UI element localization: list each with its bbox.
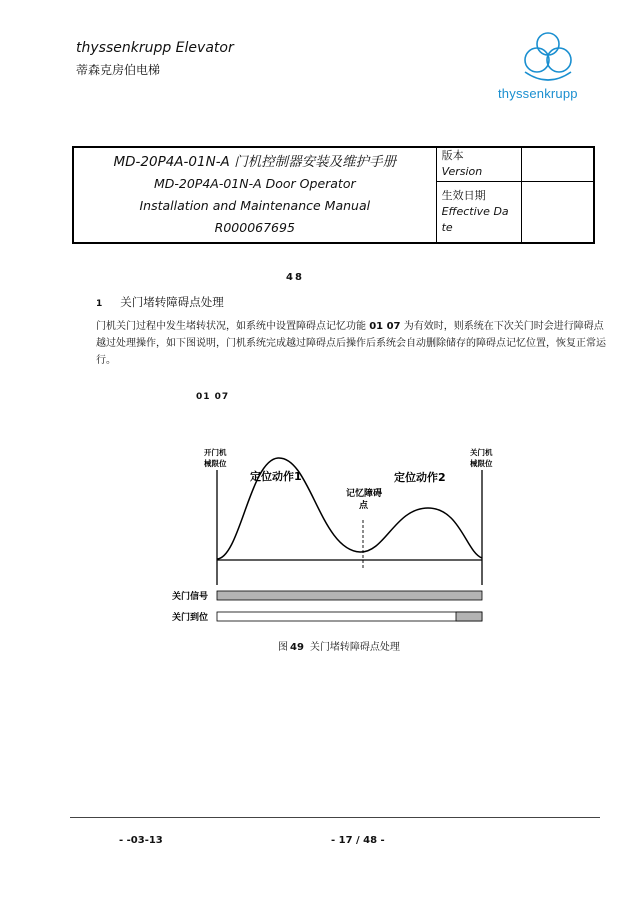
effective-date-value [522, 181, 594, 243]
version-label [436, 147, 522, 181]
action1-label: 定位动作1 [250, 470, 302, 483]
company-name-en: thyssenkrupp Elevator [76, 40, 234, 56]
footer-rule [70, 817, 600, 818]
left-limit-label-1: 开门机 [204, 448, 227, 457]
version-label-cn: 版本 [441, 149, 464, 163]
heading-text: 关门堵转障碍点处理 [120, 295, 224, 309]
effective-date-label [436, 181, 522, 243]
close-signal-bar [217, 591, 482, 600]
document-title-en-2: Installation and Maintenance Manual [139, 198, 371, 213]
param-code-label: 01 07 [196, 392, 230, 402]
effective-date-label-en-1: Effective Da [441, 204, 509, 218]
document-title-en-1: MD-20P4A-01N-A Door Operator [153, 176, 356, 191]
close-arrived-label: 关门到位 [172, 613, 209, 623]
document-header-table [72, 146, 595, 244]
document-code: R000067695 [214, 220, 295, 235]
body-paragraph [96, 318, 606, 369]
paragraph-param-code: 01 07 [369, 321, 401, 332]
right-limit-label-2: 械限位 [470, 459, 493, 468]
section-number: 48 [286, 272, 304, 283]
figure-caption [278, 638, 400, 653]
paragraph-text-2: 为有效时，则系统在下次关门时会进行障碍点越过处理操作，如下图说明，门机系统完成越过障碍点后操作后系统会自动删除储存的障碍点记忆位置，恢复正常运行。 [96, 321, 606, 366]
version-value [522, 147, 594, 181]
brand-wordmark: thyssenkrupp [498, 86, 578, 101]
paragraph-text-1: 门机关门过程中发生堵转状况，如系统中设置障碍点记忆功能 [96, 321, 370, 332]
close-arrived-active [456, 612, 482, 621]
version-label-en: Version [441, 165, 483, 179]
obstacle-handling-diagram [170, 440, 500, 630]
heading-number: 1 [96, 299, 103, 309]
right-limit-label-1: 关门机 [470, 448, 493, 457]
memory-point-label-2: 点 [359, 501, 369, 511]
effective-date-label-cn: 生效日期 [441, 188, 486, 202]
footer-date: - -03-13 [119, 835, 163, 846]
caption-fig-label: 图 [278, 642, 288, 653]
close-arrived-bar [217, 612, 482, 621]
section-heading [96, 294, 224, 310]
effective-date-label-en-2: te [441, 220, 453, 234]
document-title-cn: MD-20P4A-01N-A 门机控制器安装及维护手册 [113, 154, 397, 170]
caption-text: 关门堵转障碍点处理 [309, 642, 400, 653]
company-name-cn: 蒂森克房伯电梯 [76, 63, 161, 77]
close-signal-label: 关门信号 [172, 592, 209, 602]
action2-label: 定位动作2 [394, 471, 446, 484]
document-title-block [73, 147, 436, 243]
thyssenkrupp-logo-icon [517, 30, 579, 86]
left-limit-label-2: 械限位 [204, 459, 227, 468]
caption-fig-number: 49 [290, 642, 304, 653]
memory-point-label-1: 记忆障碍 [346, 489, 383, 499]
footer-page-number: - 17 / 48 - [331, 835, 385, 846]
